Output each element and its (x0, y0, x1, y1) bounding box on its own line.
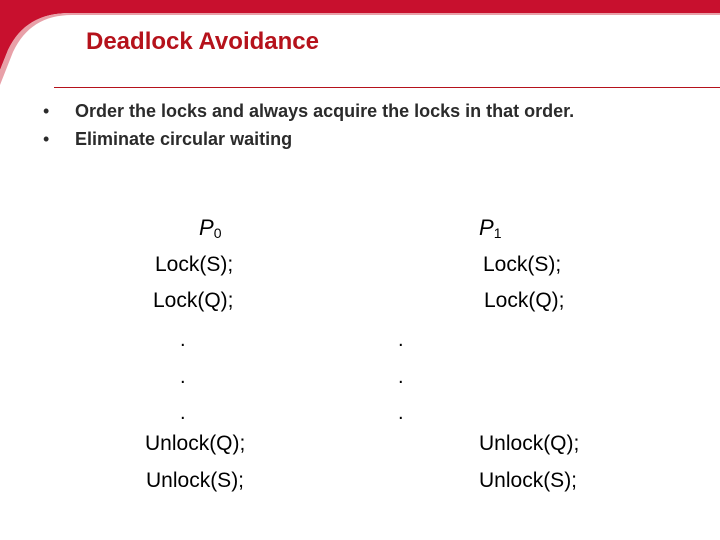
bullet-text: Eliminate circular waiting (75, 129, 293, 149)
process0-unlock-q: Unlock(Q); (145, 432, 246, 455)
process0-name: $P_0$ (199, 215, 222, 241)
process1-name: $P_1$ (479, 215, 502, 241)
process0-subscript: 0 (213, 225, 222, 241)
bullet-item (38, 125, 574, 153)
bullet-list (38, 97, 574, 153)
process0-ellipsis-dot: . (180, 329, 186, 351)
process0-ellipsis-dot: . (180, 402, 186, 424)
bullet-item (38, 97, 574, 125)
process1-lock-s: Lock(S); (483, 253, 562, 276)
process1-lock-q: Lock(Q); (484, 289, 565, 312)
process1-unlock-q: Unlock(Q); (479, 432, 580, 455)
slide-title: Deadlock Avoidance (86, 28, 319, 55)
process0-ellipsis-dot: . (180, 366, 186, 388)
process1-subscript: 1 (493, 225, 502, 241)
process1-ellipsis-dot: . (398, 402, 404, 424)
process0-lock-s: Lock(S); (155, 253, 234, 276)
bullet-marker: • (43, 101, 50, 121)
bullet-marker: • (43, 129, 50, 149)
process0-lock-q: Lock(Q); (153, 289, 234, 312)
process1-ellipsis-dot: . (398, 329, 404, 351)
bullet-text: Order the locks and always acquire the locks in that order. (75, 101, 575, 121)
title-divider (54, 87, 720, 88)
process0-unlock-s: Unlock(S); (146, 469, 245, 492)
process1-unlock-s: Unlock(S); (479, 469, 578, 492)
process1-ellipsis-dot: . (398, 366, 404, 388)
